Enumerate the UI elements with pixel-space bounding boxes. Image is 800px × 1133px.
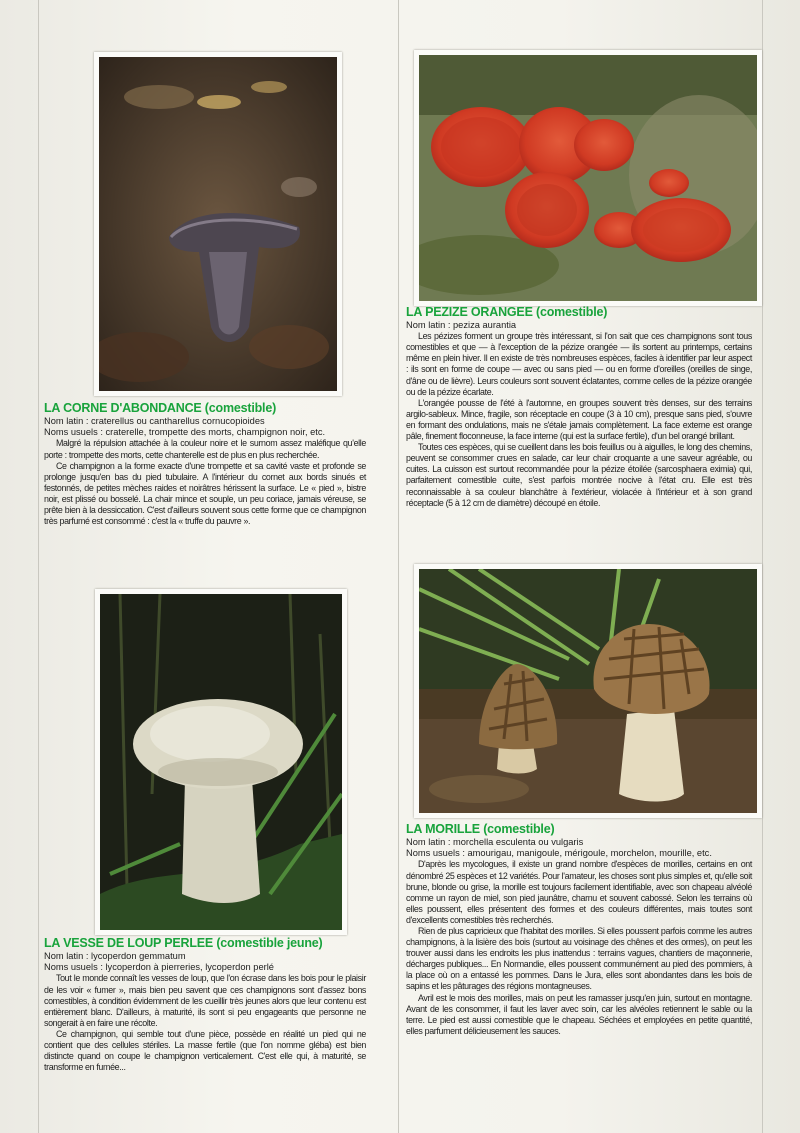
paragraph-corne-1: Malgré la répulsion attachée à la couleur noire et le surnom assez maléfique qu'elle porte : trompette des morts, cette chanterelle est de plus en plus recherchée. (44, 438, 366, 460)
title-morille: LA MORILLE (comestible) (406, 822, 555, 836)
paragraph-morille-1: D'après les mycologues, il existe un grand nombre d'espèces de morilles, certains en ont dénombré 25 espèces et 12 variétés. Pour l'amateur, les choses sont plus simples et, qu'elle soit brune, blonde ou grise, la morille est toujours facilement identifiable, avec son chapeau alvéolé comme un rayon de miel, son pied jaunâtre, charnu et souvent cabossé. Selon les terrains où elles poussent, elles présentent des formes et des couleurs différentes, mais toutes sont d'excellents comestibles très recherchés. (406, 859, 752, 925)
latin-name-corne: Nom latin : craterellus ou cantharellus cornucopioides (44, 416, 265, 426)
paragraph-vesse-1: Tout le monde connaît les vesses de loup, que l'on écrase dans les bois pour le plaisir de les voir « fumer », mais bien peu savent que ces champignons sont d'assez bons comestibles, à condition évidemment de les cueillir très jeunes alors que leur contenu est entièrement blanc. D'ailleurs, à maturité, ils sont si peu engageants que personne ne songerait à en faire une récolte. (44, 973, 366, 1028)
section-corne-d-abondance (44, 401, 366, 527)
title-pezize-orangee: LA PEZIZE ORANGEE (comestible) (406, 305, 608, 319)
paragraph-vesse-2: Ce champignon, qui semble tout d'une pièce, possède en réalité un pied qui ne contient que des cellules stériles. La masse fertile (que l'on nomme gléba) est bien distincte quand on coupe le champignon verticalement. C'est elle qui, à maturité, se transforme en fumée... (44, 1028, 366, 1073)
column-rule-center (398, 0, 399, 1133)
photo-morille (414, 564, 762, 818)
photo-corne-d-abondance (94, 52, 342, 396)
photo-pezize-orangee (414, 50, 762, 306)
paragraph-pezize-2: L'orangée pousse de l'été à l'automne, en groupes souvent très denses, sur des terrains argilo-sableux. Mince, fragile, son réceptacle en coupe (3 à 10 cm), presque sans pied, s'ouvre en formant des ondulations, mais ne s'étale jamais complètement. La face externe est orange pâle, finement floconneuse, la face interne (qui est la surface fertile), d'un bel orangé brillant. (406, 397, 752, 442)
photo-vesse-de-loup (95, 589, 347, 935)
paragraph-corne-2: Ce champignon a la forme exacte d'une trompette et sa cavité vaste et profonde se prolonge jusqu'en bas du pied tubulaire. A l'intérieur du cornet aux bords sinués et festonnés, de petites mèches raides et noirâtres hérissent la surface. Le « pied », bistre noir, est plissé ou bosselé. La chair mince et souple, un peu coriace, jamais véreuse, se prête bien à la dessiccation. C'est d'ailleurs souvent sous cette forme que ce champignon très parfumé est consommé : c'est la « truffe du pauvre ». (44, 460, 366, 527)
latin-name-pezize: Nom latin : peziza aurantia (406, 320, 517, 330)
common-names-corne: Noms usuels : craterelle, trompette des morts, champignon noir, etc. (44, 427, 326, 438)
section-morille (406, 822, 752, 1037)
latin-name-vesse: Nom latin : lycoperdon gemmatum (44, 951, 186, 961)
common-names-morille: Noms usuels : amourigau, manigoule, mérigoule, morchelon, mourille, etc. (406, 848, 712, 859)
latin-name-morille: Nom latin : morchella esculenta ou vulgaris (406, 837, 584, 847)
section-pezize-orangee (406, 305, 752, 509)
section-vesse-de-loup (44, 936, 366, 1073)
paragraph-pezize-3: Toutes ces espèces, qui se cueillent dans les bois feuillus ou à aiguilles, le long des chemins, peuvent se consommer crues en salade, car leur chair croquante a une saveur agréable, ou cuites. La cuisson est surtout recommandée pour la pézize étoilée (sarcosphaera eximia) qui, parfaitement comestible cuite, s'est parfois montrée nocive à l'état cru. Elle est très reconnaissable à sa couleur blanchâtre à l'extérieur, violacée à l'intérieur et à son grand réceptacle (5 à 12 cm de diamètre) découpé en étoile. (406, 442, 752, 508)
paragraph-morille-3: Avril est le mois des morilles, mais on peut les ramasser jusqu'en juin, surtout en montagne. Avant de les consommer, il faut les laver avec soin, car les alvéoles retiennent le sable ou la terre. Le pied est aussi comestible que le chapeau. Séchées et employées en petite quantité, elles parfument délicieusement les sauces. (406, 992, 752, 1036)
title-vesse-de-loup: LA VESSE DE LOUP PERLEE (comestible jeune) (44, 936, 323, 950)
column-rule-right (762, 0, 763, 1133)
common-names-vesse: Noms usuels : lycoperdon à pierreries, lycoperdon perlé (44, 962, 274, 973)
paragraph-morille-2: Rien de plus capricieux que l'habitat des morilles. Si elles poussent parfois comme les autres champignons, à la lisière des bois (surtout au voisinage des chênes et des ormes), on peut les trouver aussi dans les endroits les plus inattendus : terrains vagues, chantiers de maçonnerie, décharges publiques... En Normandie, elles poussent communément au pied des pommiers, à la place où on a entassé les pommes. Dans le Jura, elles sont abondantes dans les bois de sapins et les pâturages des régions montagneuses. (406, 925, 752, 992)
title-corne-d-abondance: LA CORNE D'ABONDANCE (comestible) (44, 401, 277, 415)
paragraph-pezize-1: Les pézizes forment un groupe très intéressant, si l'on sait que ces champignons sont tous comestibles et que — à l'exception de la pézize orangée — ils sortent au printemps, certains même en plein hiver. Il en existe de très nombreuses espèces, faciles à identifier par leur aspect : ils sont en forme de coupe — avec ou sans pied — ou en forme d'oreilles (oreilles de singe, d'âne ou de lièvre). Leurs couleurs sont souvent éclatantes, comme celles de la pézize orangée ou de la pézize écarlate. (406, 331, 752, 397)
column-rule-left (38, 0, 39, 1133)
